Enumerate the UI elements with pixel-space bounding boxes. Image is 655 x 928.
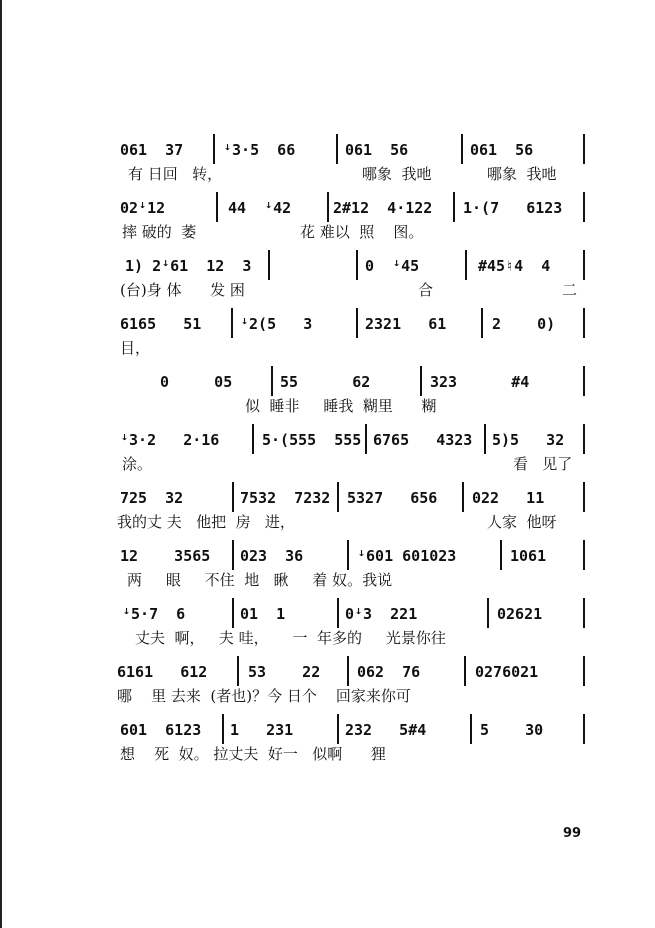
notation-measure: 12 3565 (120, 547, 211, 565)
lyric-text: 有 日回 转， (128, 165, 223, 183)
notation-line (0, 254, 655, 280)
lyric-text: 花 难以 照 图。 (300, 223, 424, 241)
notation-measure: 061 56 (470, 141, 534, 159)
lyric-text: 摔 破的 萎 (122, 223, 197, 241)
page-number: 99 (563, 826, 582, 841)
notation-measure: 0ꜜ3 221 (345, 605, 418, 623)
notation-measure: ꜜ2(5 3 (240, 315, 313, 333)
lyric-text: 我的丈 夫 他把 房 进， (117, 513, 295, 531)
lyric-line (0, 220, 655, 244)
notation-measure: 5 30 (480, 721, 544, 739)
notation-measure: 232 5#4 (345, 721, 427, 739)
notation-measure: 1) 2ꜜ61 12 3 (125, 257, 252, 275)
notation-measure: 6165 51 (120, 315, 202, 333)
lyric-line (0, 162, 655, 186)
lyric-line (0, 742, 655, 766)
notation-measure: 6765 4323 (373, 431, 473, 449)
lyric-line (0, 336, 655, 360)
notation-measure: 2321 61 (365, 315, 447, 333)
lyric-text: 似 睡非 睡我 糊里 糊 (245, 397, 437, 415)
notation-measure: 02621 (497, 605, 543, 623)
lyric-line (0, 626, 655, 650)
notation-measure: 5·(555 555 (262, 431, 362, 449)
lyric-line (0, 568, 655, 592)
notation-measure: 6161 612 (117, 663, 208, 681)
lyric-text: 哪 里 去来 (者也)？今 日个 回家来你可 (117, 687, 411, 705)
notation-line (0, 660, 655, 686)
notation-line (0, 718, 655, 744)
notation-line (0, 544, 655, 570)
notation-measure: ꜜ5·7 6 (122, 605, 186, 623)
notation-measure: 1·(7 6123 (463, 199, 563, 217)
lyric-text: 目， (120, 339, 151, 357)
notation-measure: ꜜ3·5 66 (223, 141, 296, 159)
notation-measure: 061 56 (345, 141, 409, 159)
notation-measure: 1061 (510, 547, 547, 565)
notation-measure: 323 #4 (430, 373, 530, 391)
lyric-text: 哪象 我吔 (362, 165, 432, 183)
notation-line (0, 428, 655, 454)
notation-measure: 01 1 (240, 605, 286, 623)
lyric-line (0, 510, 655, 534)
notation-line (0, 370, 655, 396)
lyric-text: 人家 他呀 (487, 513, 557, 531)
notation-measure: 2 0) (492, 315, 556, 333)
lyric-line (0, 394, 655, 418)
notation-measure: 061 37 (120, 141, 184, 159)
notation-line (0, 196, 655, 222)
notation-measure: 7532 7232 (240, 489, 331, 507)
notation-measure: 062 76 (357, 663, 421, 681)
notation-measure: 5327 656 (347, 489, 438, 507)
notation-measure: 53 22 (248, 663, 321, 681)
notation-measure: 55 62 (280, 373, 371, 391)
notation-measure: ꜜ3·2 2·16 (120, 431, 220, 449)
notation-measure: 02ꜜ12 (120, 199, 166, 217)
notation-measure: 601 6123 (120, 721, 202, 739)
lyric-text: 两 眼 不住 地 瞅 着 奴。我说 (127, 571, 393, 589)
lyric-text: 涂。 (122, 455, 153, 473)
notation-line (0, 312, 655, 338)
notation-measure: ꜜ601 601023 (357, 547, 457, 565)
notation-measure: 023 36 (240, 547, 304, 565)
lyric-text: 丈夫 啊， 夫 哇， 一 年多的 光景你往 (135, 629, 446, 647)
lyric-text: (台)身 体 发 困 (120, 281, 245, 299)
notation-measure: 0 ꜜ45 (365, 257, 420, 275)
notation-line (0, 602, 655, 628)
lyric-text: 二 (562, 281, 578, 299)
lyric-text: 哪象 我吔 (487, 165, 557, 183)
notation-measure: #45♮4 4 (478, 257, 551, 275)
notation-line (0, 138, 655, 164)
notation-measure: 44 ꜜ42 (228, 199, 292, 217)
lyric-line (0, 278, 655, 302)
lyric-line (0, 452, 655, 476)
notation-measure: 0276021 (475, 663, 539, 681)
notation-measure: 2#12 4·122 (333, 199, 433, 217)
notation-measure: 022 11 (472, 489, 545, 507)
lyric-text: 合 (418, 281, 434, 299)
notation-measure: 0 05 (160, 373, 233, 391)
notation-line (0, 486, 655, 512)
lyric-text: 看 见了 (513, 455, 573, 473)
notation-measure: 5)5 32 (492, 431, 565, 449)
notation-measure: 1 231 (230, 721, 294, 739)
lyric-line (0, 684, 655, 708)
notation-measure: 725 32 (120, 489, 184, 507)
lyric-text: 想 死 奴。 拉丈夫 好一 似啊 狸 (120, 745, 386, 763)
